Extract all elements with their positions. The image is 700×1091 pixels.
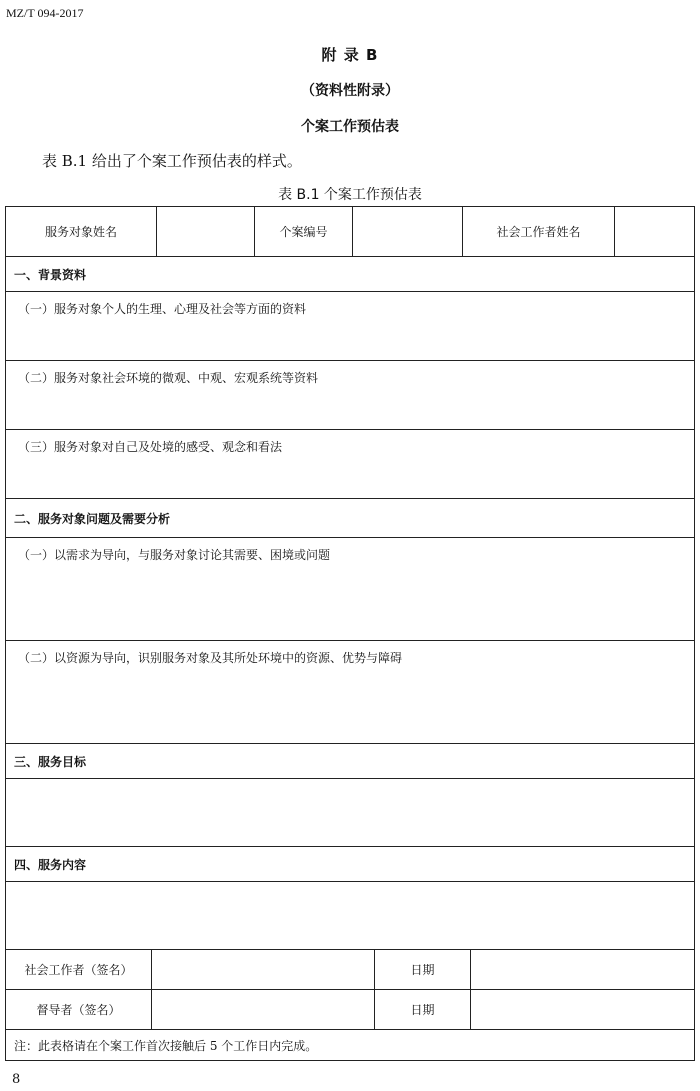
section-row — [6, 744, 694, 779]
date-label: 日期 — [375, 990, 471, 1029]
note-row — [6, 1030, 694, 1060]
section-item-row — [6, 538, 694, 641]
signature-row — [6, 990, 694, 1030]
page-number: 8 — [12, 1072, 21, 1087]
client-name-field[interactable] — [157, 207, 255, 256]
signature-row — [6, 950, 694, 990]
background-item-3[interactable]: （三）服务对象对自己及处境的感受、观念和看法 — [18, 440, 283, 454]
appendix-type: （资料性附录） — [301, 83, 399, 99]
needs-item-1[interactable]: （一）以需求为导向，与服务对象讨论其需要、困境或问题 — [18, 548, 331, 562]
social-worker-name-label: 社会工作者姓名 — [463, 207, 615, 256]
section-row — [6, 499, 694, 538]
section-item-row — [6, 292, 694, 361]
service-content-area — [6, 882, 694, 950]
section-service-content-title: 四、服务内容 — [14, 857, 87, 872]
table-caption: 表 B.1 个案工作预估表 — [278, 187, 422, 203]
section-row — [6, 847, 694, 882]
appendix-title: 附 录 B — [321, 46, 379, 64]
social-worker-sign-label: 社会工作者（签名） — [6, 950, 152, 989]
social-worker-sign-field[interactable] — [152, 950, 375, 989]
supervisor-date-field[interactable] — [471, 990, 694, 1029]
section-background-title: 一、背景资料 — [14, 267, 87, 282]
date-label: 日期 — [375, 950, 471, 989]
case-number-field[interactable] — [353, 207, 463, 256]
intro-paragraph: 表 B.1 给出了个案工作预估表的样式。 — [42, 152, 302, 170]
section-row — [6, 257, 694, 292]
background-item-1[interactable]: （一）服务对象个人的生理、心理及社会等方面的资料 — [18, 302, 307, 316]
supervisor-sign-field[interactable] — [152, 990, 375, 1029]
client-name-label: 服务对象姓名 — [6, 207, 157, 256]
standard-code: MZ/T 094-2017 — [6, 6, 84, 20]
service-goals-area — [6, 779, 694, 847]
social-worker-date-field[interactable] — [471, 950, 694, 989]
service-goals-field[interactable] — [6, 779, 694, 846]
supervisor-sign-label: 督导者（签名） — [6, 990, 152, 1029]
case-number-label: 个案编号 — [255, 207, 353, 256]
section-item-row — [6, 641, 694, 744]
section-item-row — [6, 430, 694, 499]
header-info-row — [6, 207, 694, 257]
needs-item-2[interactable]: （二）以资源为导向，识别服务对象及其所处环境中的资源、优势与障碍 — [18, 651, 403, 665]
assessment-table — [5, 206, 695, 1061]
section-item-row — [6, 361, 694, 430]
background-item-2[interactable]: （二）服务对象社会环境的微观、中观、宏观系统等资料 — [18, 371, 319, 385]
section-service-goals-title: 三、服务目标 — [14, 754, 87, 769]
service-content-field[interactable] — [6, 882, 694, 949]
social-worker-name-field[interactable] — [615, 207, 694, 256]
table-note: 注：此表格请在个案工作首次接触后 5 个工作日内完成。 — [14, 1038, 318, 1053]
appendix-name: 个案工作预估表 — [301, 119, 399, 135]
section-needs-analysis-title: 二、服务对象问题及需要分析 — [14, 511, 171, 526]
